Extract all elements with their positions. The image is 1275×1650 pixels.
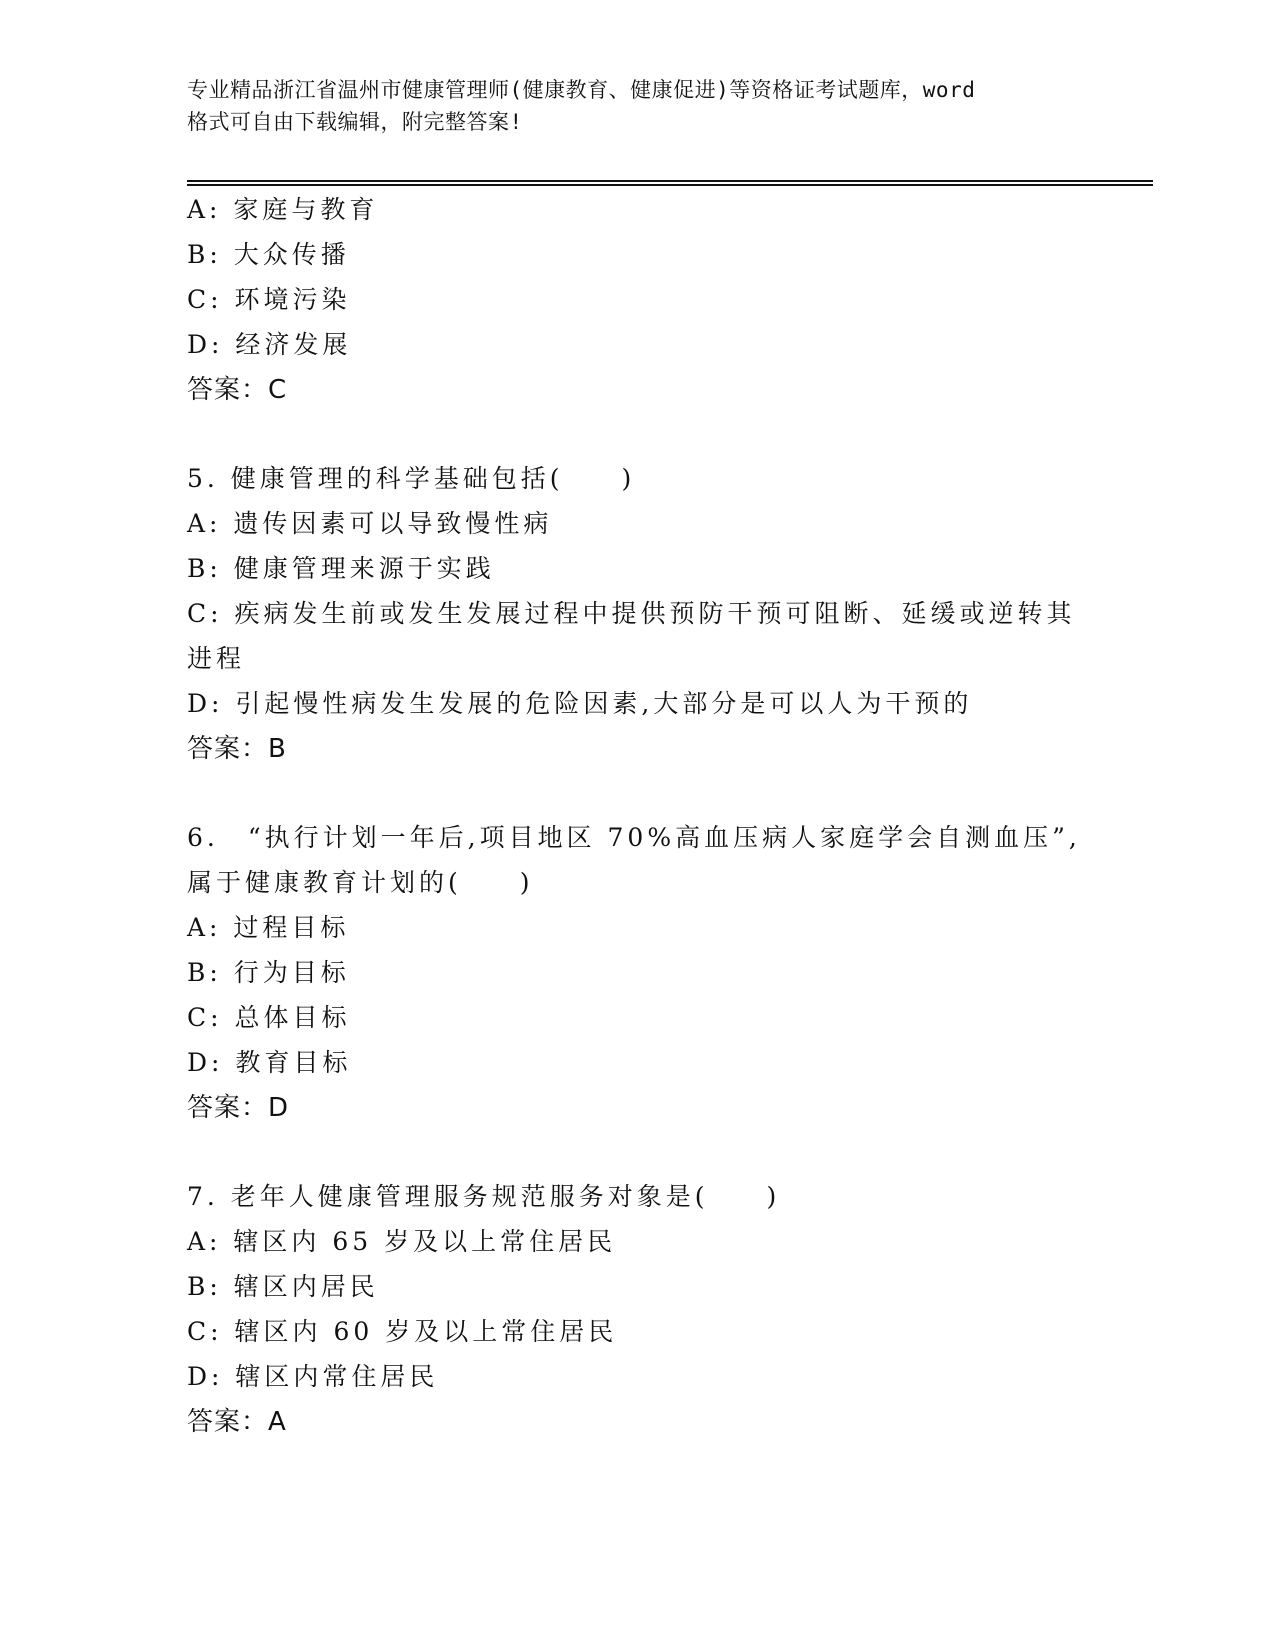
q7-option-c: C: 辖区内 60 岁及以上常住居民 (187, 1317, 618, 1346)
q5-option-b: B: 健康管理来源于实践 (187, 554, 495, 583)
q5-option-a: A: 遗传因素可以导致慢性病 (187, 509, 553, 538)
q4-answer: 答案：C (187, 375, 288, 405)
q4-option-d: D: 经济发展 (187, 330, 352, 359)
document-header (187, 74, 1087, 138)
q6-stem-line-2: 属于健康教育计划的( ) (187, 868, 534, 897)
q5-option-d: D: 引起慢性病发生发展的危险因素,大部分是可以人为干预的 (187, 689, 973, 718)
q6-stem-line-1: 6. “执行计划一年后,项目地区 70%高血压病人家庭学会自测血压”, (187, 823, 1081, 852)
q7-option-b: B: 辖区内居民 (187, 1272, 379, 1301)
q6-option-a: A: 过程目标 (187, 913, 350, 942)
q5-stem: 5. 健康管理的科学基础包括( ) (187, 464, 636, 493)
header-line-1: 专业精品浙江省温州市健康管理师(健康教育、健康促进)等资格证考试题库，word (187, 78, 976, 102)
q7-answer: 答案：A (187, 1407, 287, 1437)
q7-option-d: D: 辖区内常住居民 (187, 1362, 439, 1391)
q6-option-b: B: 行为目标 (187, 958, 350, 987)
q6-answer: 答案：D (187, 1093, 290, 1123)
header-line-2: 格式可自由下载编辑，附完整答案! (187, 110, 523, 134)
q4-option-a: A: 家庭与教育 (187, 195, 379, 224)
q4-option-c: C: 环境污染 (187, 285, 351, 314)
q5-answer: 答案：B (187, 734, 287, 764)
q5-option-c-line-2: 进程 (187, 644, 246, 673)
q6-option-d: D: 教育目标 (187, 1048, 352, 1077)
q7-stem: 7. 老年人健康管理服务规范服务对象是( ) (187, 1182, 781, 1211)
q5-option-c-line-1: C: 疾病发生前或发生发展过程中提供预防干预可阻断、延缓或逆转其 (187, 599, 1076, 628)
q6-option-c: C: 总体目标 (187, 1003, 351, 1032)
header-divider-bottom (187, 184, 1153, 186)
header-divider-top (187, 180, 1153, 182)
q4-option-b: B: 大众传播 (187, 240, 350, 269)
q7-option-a: A: 辖区内 65 岁及以上常住居民 (187, 1227, 617, 1256)
